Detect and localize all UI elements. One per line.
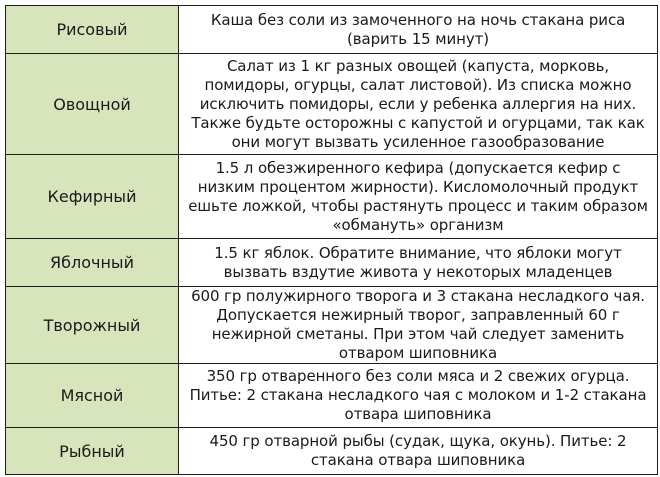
- day-description: 1.5 кг яблок. Обратите внимание, что яблоки могут вызвать вздутие живота у некоторых младенцев: [179, 239, 658, 287]
- fasting-days-table: [5, 5, 658, 475]
- day-name: Кефирный: [6, 155, 179, 239]
- table-row: [6, 54, 658, 155]
- table-row: [6, 155, 658, 239]
- day-name: Овощной: [6, 54, 179, 155]
- day-name: Рыбный: [6, 428, 179, 475]
- table-row: [6, 287, 658, 364]
- day-name: Яблочный: [6, 239, 179, 287]
- day-name: Мясной: [6, 364, 179, 428]
- day-description: 350 гр отваренного без соли мяса и 2 свежих огурца. Питье: 2 стакана несладкого чая с молоком и 1-2 стакана отвара шиповника: [179, 364, 658, 428]
- day-description: 600 гр полужирного творога и 3 стакана несладкого чая. Допускается нежирный творог, заправленный 60 г нежирной сметаны. При этом чай следует заменить отваром шиповника: [179, 287, 658, 364]
- table-row: [6, 6, 658, 54]
- day-description: 1.5 л обезжиренного кефира (допускается кефир с низким процентом жирности). Кисломолочный продукт ешьте ложкой, чтобы растянуть процесс и таким образом «обмануть» организм: [179, 155, 658, 239]
- day-name: Творожный: [6, 287, 179, 364]
- day-description: Каша без соли из замоченного на ночь стакана риса (варить 15 минут): [179, 6, 658, 54]
- table-row: [6, 428, 658, 475]
- day-description: Салат из 1 кг разных овощей (капуста, морковь, помидоры, огурцы, салат листовой). Из списка можно исключить помидоры, если у ребенка аллергия на них. Также будьте осторожны с капустой и огурцами, так как они могут вызвать усиленное газообразование: [179, 54, 658, 155]
- day-name: Рисовый: [6, 6, 179, 54]
- day-description: 450 гр отварной рыбы (судак, щука, окунь). Питье: 2 стакана отвара шиповника: [179, 428, 658, 475]
- table-row: [6, 364, 658, 428]
- table-row: [6, 239, 658, 287]
